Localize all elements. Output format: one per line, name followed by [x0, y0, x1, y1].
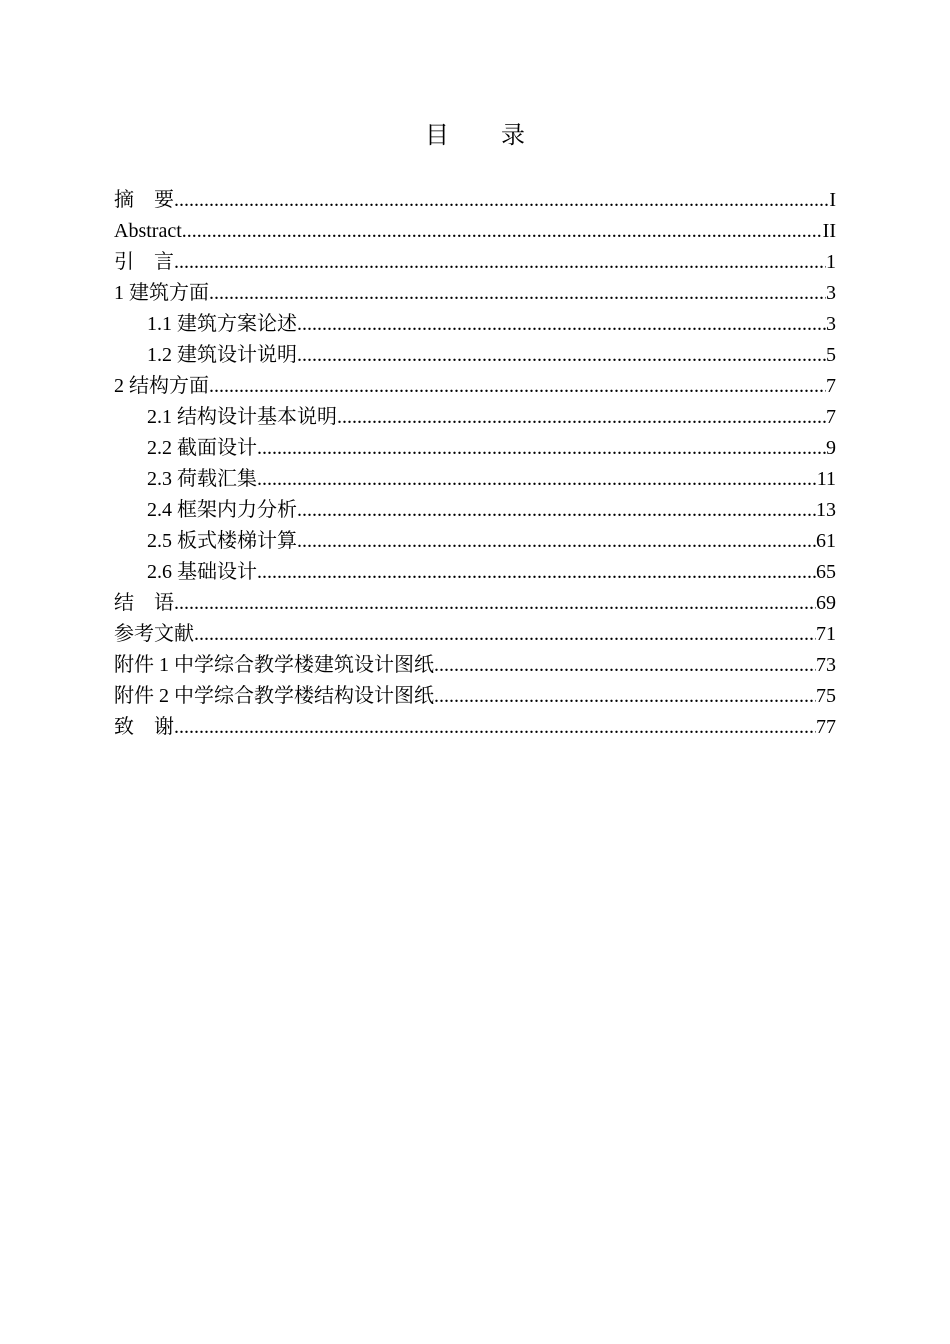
- toc-entry-label: 2.4 框架内力分析: [147, 499, 297, 521]
- toc-leader-dots: [194, 619, 816, 650]
- toc-entry-page: 7: [826, 375, 836, 397]
- toc-entry-label: 引 言: [114, 251, 174, 273]
- toc-entry-page: 13: [816, 499, 836, 521]
- toc-entry-abstract-cn[interactable]: [114, 185, 836, 216]
- toc-entry-section-2-1[interactable]: [114, 402, 836, 433]
- toc-entry-page: 3: [826, 282, 836, 304]
- toc-entry-section-2-6[interactable]: [114, 557, 836, 588]
- toc-title-char: 目: [425, 123, 449, 149]
- toc-entry-label: 结 语: [114, 592, 174, 614]
- toc-entry-page: 69: [816, 592, 836, 614]
- toc-entry-page: 75: [816, 685, 836, 707]
- toc-entry-page: 5: [826, 344, 836, 366]
- toc-title: [0, 118, 950, 154]
- toc-leader-dots: [209, 278, 826, 309]
- toc-entry-label: 2.2 截面设计: [147, 437, 257, 459]
- toc-entry-page: 61: [816, 530, 836, 552]
- toc-entry-appendix-2[interactable]: [114, 681, 836, 712]
- toc-leader-dots: [337, 402, 826, 433]
- toc-entry-label: Abstract: [114, 220, 182, 242]
- toc-entry-label: 附件 2 中学综合教学楼结构设计图纸: [114, 685, 434, 707]
- toc-entry-page: II: [822, 220, 836, 242]
- toc-list: [114, 185, 836, 743]
- toc-entry-label: 2.3 荷载汇集: [147, 468, 257, 490]
- toc-entry-introduction[interactable]: [114, 247, 836, 278]
- toc-entry-page: 11: [816, 468, 836, 490]
- toc-entry-label: 2.5 板式楼梯计算: [147, 530, 297, 552]
- toc-leader-dots: [434, 681, 816, 712]
- toc-title-char: 录: [501, 123, 525, 149]
- toc-entry-section-1-1[interactable]: [114, 309, 836, 340]
- toc-entry-section-2-4[interactable]: [114, 495, 836, 526]
- toc-entry-conclusion[interactable]: [114, 588, 836, 619]
- toc-leader-dots: [257, 433, 826, 464]
- toc-entry-page: 7: [826, 406, 836, 428]
- toc-entry-page: 73: [816, 654, 836, 676]
- toc-leader-dots: [297, 309, 826, 340]
- toc-entry-page: 1: [826, 251, 836, 273]
- toc-entry-appendix-1[interactable]: [114, 650, 836, 681]
- toc-entry-label: 摘 要: [114, 189, 174, 211]
- toc-entry-page: 9: [826, 437, 836, 459]
- toc-entry-page: 3: [826, 313, 836, 335]
- toc-leader-dots: [174, 247, 826, 278]
- toc-leader-dots: [257, 557, 816, 588]
- toc-leader-dots: [434, 650, 816, 681]
- toc-entry-label: 1.2 建筑设计说明: [147, 344, 297, 366]
- toc-entry-label: 2.6 基础设计: [147, 561, 257, 583]
- toc-entry-label: 1 建筑方面: [114, 282, 209, 304]
- toc-leader-dots: [182, 216, 823, 247]
- toc-entry-page: 65: [816, 561, 836, 583]
- toc-leader-dots: [297, 495, 816, 526]
- toc-entry-references[interactable]: [114, 619, 836, 650]
- toc-entry-page: 77: [816, 716, 836, 738]
- toc-entry-section-2-5[interactable]: [114, 526, 836, 557]
- toc-entry-label: 2.1 结构设计基本说明: [147, 406, 337, 428]
- toc-leader-dots: [174, 185, 829, 216]
- toc-entry-label: 1.1 建筑方案论述: [147, 313, 297, 335]
- toc-leader-dots: [297, 526, 816, 557]
- toc-entry-acknowledgements[interactable]: [114, 712, 836, 743]
- toc-entry-abstract-en[interactable]: [114, 216, 836, 247]
- toc-entry-page: I: [829, 189, 836, 211]
- toc-leader-dots: [297, 340, 826, 371]
- toc-entry-page: 71: [816, 623, 836, 645]
- toc-leader-dots: [257, 464, 817, 495]
- toc-entry-label: 致 谢: [114, 716, 174, 738]
- toc-entry-chapter-2[interactable]: [114, 371, 836, 402]
- toc-entry-section-2-2[interactable]: [114, 433, 836, 464]
- toc-leader-dots: [174, 712, 816, 743]
- toc-entry-label: 附件 1 中学综合教学楼建筑设计图纸: [114, 654, 434, 676]
- toc-leader-dots: [174, 588, 816, 619]
- toc-entry-chapter-1[interactable]: [114, 278, 836, 309]
- toc-entry-label: 参考文献: [114, 623, 194, 645]
- toc-leader-dots: [209, 371, 826, 402]
- toc-entry-section-1-2[interactable]: [114, 340, 836, 371]
- toc-entry-label: 2 结构方面: [114, 375, 209, 397]
- toc-entry-section-2-3[interactable]: [114, 464, 836, 495]
